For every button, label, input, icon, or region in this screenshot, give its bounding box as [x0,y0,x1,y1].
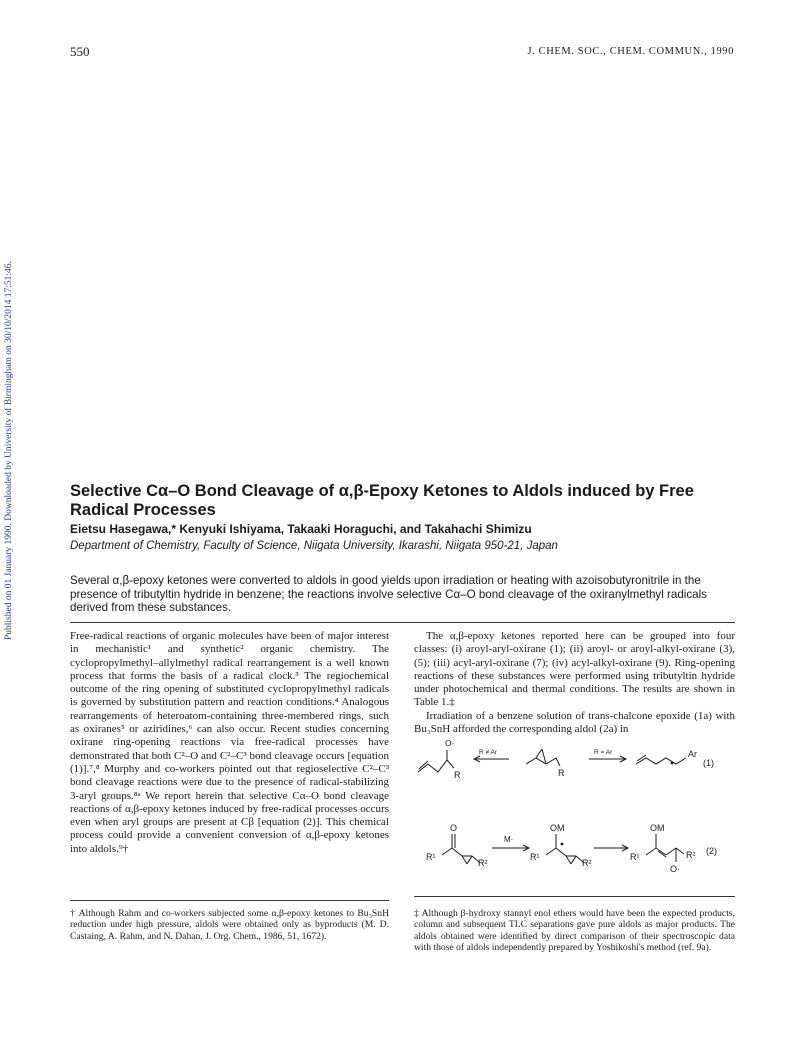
carbonyl-o-label: O [450,823,458,833]
arrow-condition-2: R = Ar [594,749,613,756]
r-label: R [454,770,461,780]
r1-bond [546,848,556,855]
epoxide-edge [462,856,467,864]
radical-dot [671,762,674,765]
r-label: R [558,768,565,778]
om-label: OM [550,823,565,833]
r-bond [447,760,454,768]
body-column-left [70,630,389,856]
r2-label: R² [582,858,592,868]
r1-label: R¹ [530,852,540,862]
right-product-bonds [636,758,686,764]
reaction-scheme [414,730,735,890]
r2-label: R² [686,850,696,860]
r1-label: R¹ [630,852,640,862]
radical-dot [561,843,564,846]
article-title: Selective Cα–O Bond Cleavage of α,β-Epoxy Ketones to Aldols induced by Free Radical Processes [70,482,694,519]
epoxide-edge [571,856,576,864]
reaction-scheme-drawing [414,730,735,890]
article-affiliation: Department of Chemistry, Faculty of Science, Niigata University, Ikarashi, Niigata 950-21, Japan [70,540,558,552]
body-paragraph: Free-radical reactions of organic molecules have been of major interest in mechanistic¹ and synthetic² organic chemistry. The cyclopropylmethyl–allylmethyl radical rearrangement is a well known process that forms the basis of a radical clock.³ The regiochemical outcome of the ring opening of substituted cyclopropylmethyl radicals is governed by substitution pattern and reaction conditions.⁴ Analogous rearrangements of heteroatom-containing three-membered rings, such as oxiranes⁵ or aziridines,⁶ can also occur. Recent studies concerning oxirane ring-opening reactions via free-radical processes have demonstrated that both C²–O and C²–C³ bond cleavage occurs [equation (1)].⁷,⁸ Murphy and co-workers pointed out that regioselective C²–C³ bond cleavage reactions were due to the presence of radical-stabilizing 3-aryl groups.⁸ᵃ We report herein that selective Cα–O bond cleavage reactions of α,β-epoxy ketones induced by free-radical processes occurs even when aryl groups are present at Cβ [equation (2)]. This chemical process could provide a convenient conversion of α,β-epoxy ketones into aldols.⁹† [70,630,389,855]
alpha-bond [556,848,566,856]
footnote-right: ‡ Although β-hydroxy stannyl enol ethers would have been the expected products, column and subsequent TLC separations gave pure aldols as major products. The aldols obtained were identified by direct comparison of their spectroscopic data with those of aldols independently prepared by Yoshikoshi's method (ref. 9a). [414,908,735,954]
article-abstract: Several α,β-epoxy ketones were converted to aldols in good yields upon irradiation or heating with azoisobutyronitrile in the presence of tributyltin hydride in benzene; the reactions involve selective Cα–O bond cleavage of the oxiranylmethyl radicals derived from these substances. [70,574,707,614]
o-radical-label: O· [445,738,455,748]
r2-bond [676,848,684,854]
ar-label: Ar [688,749,697,759]
r1-bond [442,848,452,855]
epoxide-chain [526,758,546,764]
double-bond-line [637,755,646,761]
epoxide-edge [467,856,472,864]
chain-bond [666,848,676,855]
m-radical-label: M· [504,835,514,844]
body-column-right [414,630,735,736]
arrow-condition-1: R ≠ Ar [479,749,498,756]
body-paragraph: Irradiation of a benzene solution of trans-chalcone epoxide (1a) with Bu₃SnH afforded the corresponding aldol (2a) in [414,709,735,736]
om-label: OM [650,823,665,833]
journal-header: J. CHEM. SOC., CHEM. COMMUN., 1990 [527,46,734,57]
epoxide-edge [536,749,542,758]
scheme-divider [414,896,735,897]
epoxide-chain [546,758,556,764]
eq2-label: (2) [706,846,717,856]
epoxide-edge [566,856,571,864]
r1-bond [646,848,656,855]
footnote-divider [70,900,389,901]
o-radical-label: O· [670,864,680,874]
download-stamp-text[interactable]: Published on 01 January 1990. Downloaded by University of Birmingham on 30/10/2014 17:51:46. [4,261,14,640]
eq1-label: (1) [703,758,714,768]
download-stamp [4,210,16,640]
r1-label: R¹ [426,852,436,862]
r2-label: R² [478,858,488,868]
footnote-left: † Although Rahm and co-workers subjected some α,β-epoxy ketones to Bu₃SnH reduction under high pressure, aldols were obtained only as byproducts (M. D. Castaing, A. Rahm, and N. Dahan, J. Org. Chem., 1986, 51, 1672). [70,908,389,942]
r-bond [556,758,560,766]
page-number: 550 [70,44,90,59]
abstract-divider [70,622,735,623]
alpha-bond [452,848,462,856]
enol-bond [656,848,666,855]
article-authors: Eietsu Hasegawa,* Kenyuki Ishiyama, Takaaki Horaguchi, and Takahachi Shimizu [70,522,532,536]
body-paragraph: The α,β-epoxy ketones reported here can be grouped into four classes: (i) aroyl-aryl-oxirane (1); (ii) aroyl- or aroyl-alkyl-oxirane (3), (5); (iii) acyl-aryl-oxirane (7); (iv) acyl-alkyl-oxirane (9). Ring-opening reactions of these substances were performed using tributyltin hydride under photochemical and thermal conditions. The results are shown in Table 1.‡ [414,630,735,709]
